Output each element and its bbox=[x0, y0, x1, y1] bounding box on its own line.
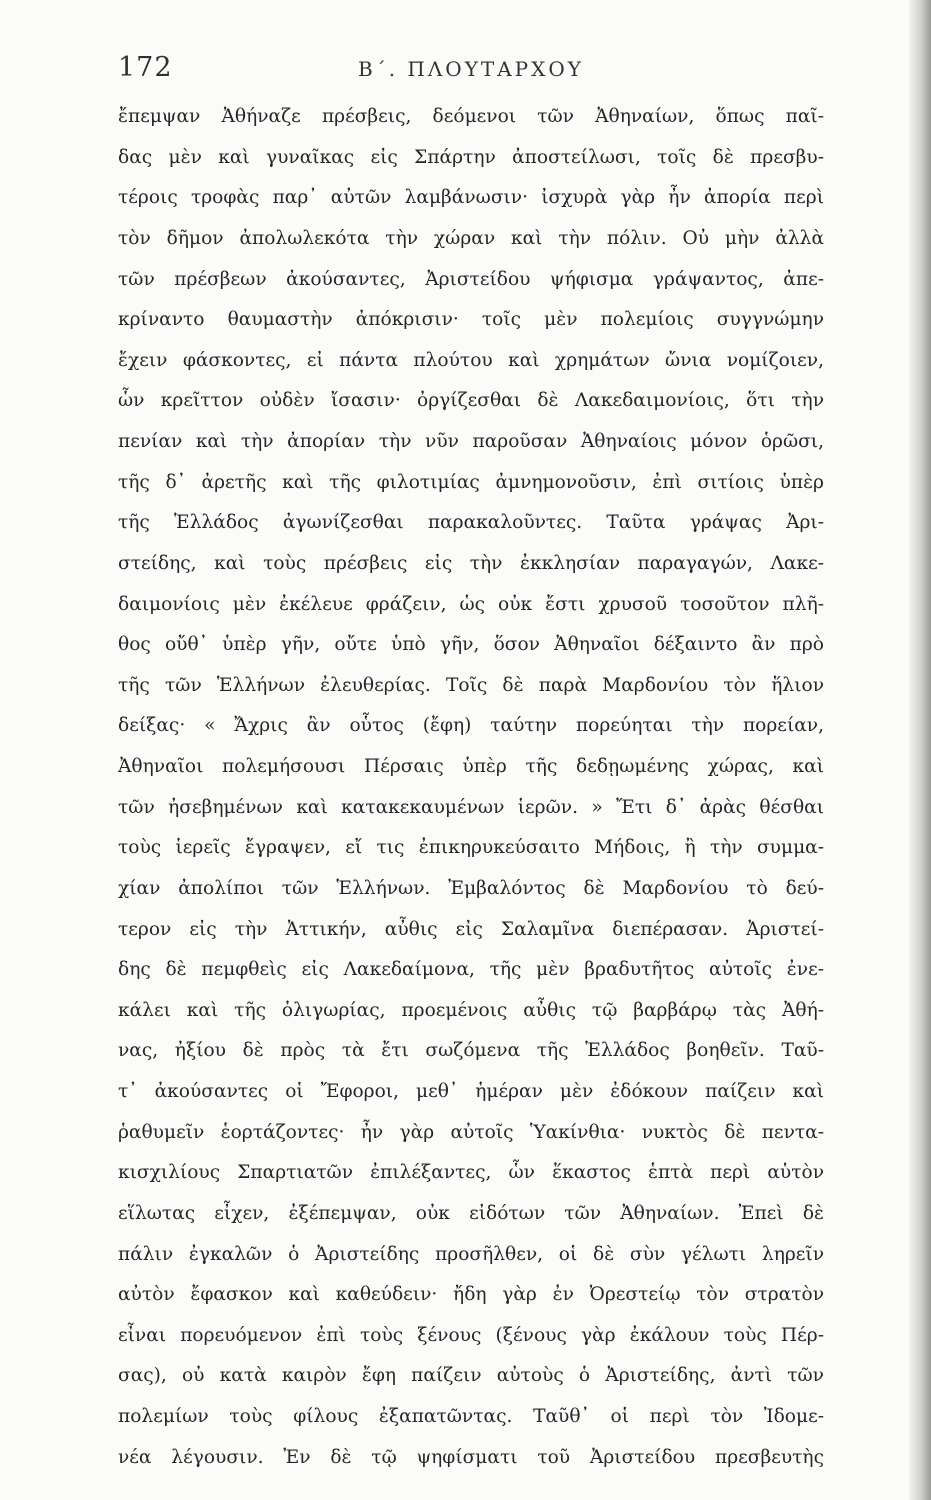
text-line: νας, ἠξίου δὲ πρὸς τὰ ἔτι σωζόμενα τῆς Ἑλλάδος βοηθεῖν. Ταῦ- bbox=[118, 1040, 824, 1062]
text-line: εἵλωτας εἶχεν, ἐξέπεμψαν, οὐκ εἰδότων τῶν Ἀθηναίων. Ἐπεὶ δὲ bbox=[118, 1202, 824, 1224]
text-line: νέα λέγουσιν. Ἐν δὲ τῷ ψηφίσματι τοῦ Ἀριστείδου πρεσβευτὴς bbox=[118, 1446, 824, 1468]
text-line: δείξας· « Ἄχρις ἂν οὗτος (ἔφη) ταύτην πορεύηται τὴν πορείαν, bbox=[118, 715, 824, 737]
text-line: τερον εἰς τὴν Ἀττικήν, αὖθις εἰς Σαλαμῖνα διεπέρασαν. Ἀριστεί- bbox=[118, 918, 824, 940]
page-header bbox=[118, 52, 824, 92]
text-line: κρίναντο θαυμαστὴν ἀπόκρισιν· τοῖς μὲν πολεμίοις συγγνώμην bbox=[118, 309, 824, 331]
text-line: αὐτὸν ἔφασκον καὶ καθεύδειν· ἤδη γὰρ ἐν Ὀρεστείῳ τὸν στρατὸν bbox=[118, 1284, 824, 1306]
text-line: σας), οὐ κατὰ καιρὸν ἔφη παίζειν αὐτοὺς ὁ Ἀριστείδης, ἀντὶ τῶν bbox=[118, 1365, 824, 1387]
text-line: τῆς Ἑλλάδος ἀγωνίζεσθαι παρακαλοῦντες. Ταῦτα γράψας Ἀρι- bbox=[118, 512, 824, 534]
text-line: τῶν ἠσεβημένων καὶ κατακεκαυμένων ἱερῶν. » Ἔτι δ᾽ ἀρὰς θέσθαι bbox=[118, 796, 824, 818]
text-line: τοὺς ἱερεῖς ἔγραψεν, εἴ τις ἐπικηρυκεύσαιτο Μήδοις, ἢ τὴν συμμα- bbox=[118, 837, 824, 859]
text-line: τῆς δ᾽ ἀρετῆς καὶ τῆς φιλοτιμίας ἀμνημονοῦσιν, ἐπὶ σιτίοις ὑπὲρ bbox=[118, 471, 824, 493]
text-line: ἔχειν φάσκοντες, εἰ πάντα πλούτου καὶ χρημάτων ὤνια νομίζοιεν, bbox=[118, 349, 824, 371]
text-line: Ἀθηναῖοι πολεμήσουσι Πέρσαις ὑπὲρ τῆς δεδῃωμένης χώρας, καὶ bbox=[118, 756, 824, 777]
text-line: δαιμονίοις μὲν ἐκέλευε φράζειν, ὡς οὐκ ἔστι χρυσοῦ τοσοῦτον πλῆ- bbox=[118, 593, 824, 615]
text-line: πολεμίων τοὺς φίλους ἐξαπατῶντας. Ταῦθ᾽ οἱ περὶ τὸν Ἰδομε- bbox=[118, 1406, 824, 1427]
text-line: δης δὲ πεμφθεὶς εἰς Λακεδαίμονα, τῆς μὲν βραδυτῆτος αὐτοῖς ἐνε- bbox=[118, 959, 824, 981]
text-line: κάλει καὶ τῆς ὀλιγωρίας, προεμένοις αὖθις τῷ βαρβάρῳ τὰς Ἀθή- bbox=[118, 999, 824, 1021]
text-line: χίαν ἀπολίποι τῶν Ἑλλήνων. Ἐμβαλόντος δὲ Μαρδονίου τὸ δεύ- bbox=[118, 877, 824, 899]
text-line: θος οὔθ᾽ ὑπὲρ γῆν, οὔτε ὑπὸ γῆν, ὅσον Ἀθηναῖοι δέξαιντο ἂν πρὸ bbox=[118, 634, 824, 656]
text-line: τ᾽ ἀκούσαντες οἱ Ἔφοροι, μεθ᾽ ἡμέραν μὲν ἐδόκουν παίζειν καὶ bbox=[118, 1081, 824, 1102]
text-line: πάλιν ἐγκαλῶν ὁ Ἀριστείδης προσῆλθεν, οἱ δὲ σὺν γέλωτι ληρεῖν bbox=[118, 1243, 824, 1265]
text-line: τέροις τροφὰς παρ᾽ αὐτῶν λαμβάνωσιν· ἰσχυρὰ γὰρ ἦν ἀπορία περὶ bbox=[118, 187, 824, 209]
page-number: 172 bbox=[118, 52, 173, 83]
text-line: τὸν δῆμον ἀπολωλεκότα τὴν χώραν καὶ τὴν πόλιν. Οὐ μὴν ἀλλὰ bbox=[118, 227, 824, 249]
text-line: ἔπεμψαν Ἀθήναζε πρέσβεις, δεόμενοι τῶν Ἀθηναίων, ὅπως παῖ- bbox=[118, 106, 824, 127]
text-line: στείδης, καὶ τοὺς πρέσβεις εἰς τὴν ἐκκλησίαν παραγαγών, Λακε- bbox=[118, 552, 824, 574]
page-edge-shadow bbox=[909, 0, 931, 1500]
running-head: Β΄. ΠΛΟΥΤΑΡΧΟΥ bbox=[358, 57, 584, 81]
text-line: δας μὲν καὶ γυναῖκας εἰς Σπάρτην ἀποστείλωσι, τοῖς δὲ πρεσβυ- bbox=[118, 146, 824, 168]
text-line: τῆς τῶν Ἑλλήνων ἐλευθερίας. Τοῖς δὲ παρὰ Μαρδονίου τὸν ἥλιον bbox=[118, 674, 824, 696]
text-line: ὧν κρεῖττον οὐδὲν ἴσασιν· ὀργίζεσθαι δὲ Λακεδαιμονίοις, ὅτι τὴν bbox=[118, 390, 824, 412]
body-text bbox=[118, 97, 824, 1478]
text-line: εἶναι πορευόμενον ἐπὶ τοὺς ξένους (ξένους γὰρ ἐκάλουν τοὺς Πέρ- bbox=[118, 1324, 824, 1346]
text-line: ῥαθυμεῖν ἑορτάζοντες· ἦν γὰρ αὐτοῖς Ὑακίνθια· νυκτὸς δὲ πεντα- bbox=[118, 1121, 824, 1143]
text-line: κισχιλίους Σπαρτιατῶν ἐπιλέξαντες, ὧν ἕκαστος ἑπτὰ περὶ αὑτὸν bbox=[118, 1162, 824, 1184]
text-line: τῶν πρέσβεων ἀκούσαντες, Ἀριστείδου ψήφισμα γράψαντος, ἀπε- bbox=[118, 268, 824, 290]
text-line: πενίαν καὶ τὴν ἀπορίαν τὴν νῦν παροῦσαν Ἀθηναίοις μόνον ὁρῶσι, bbox=[118, 431, 824, 452]
